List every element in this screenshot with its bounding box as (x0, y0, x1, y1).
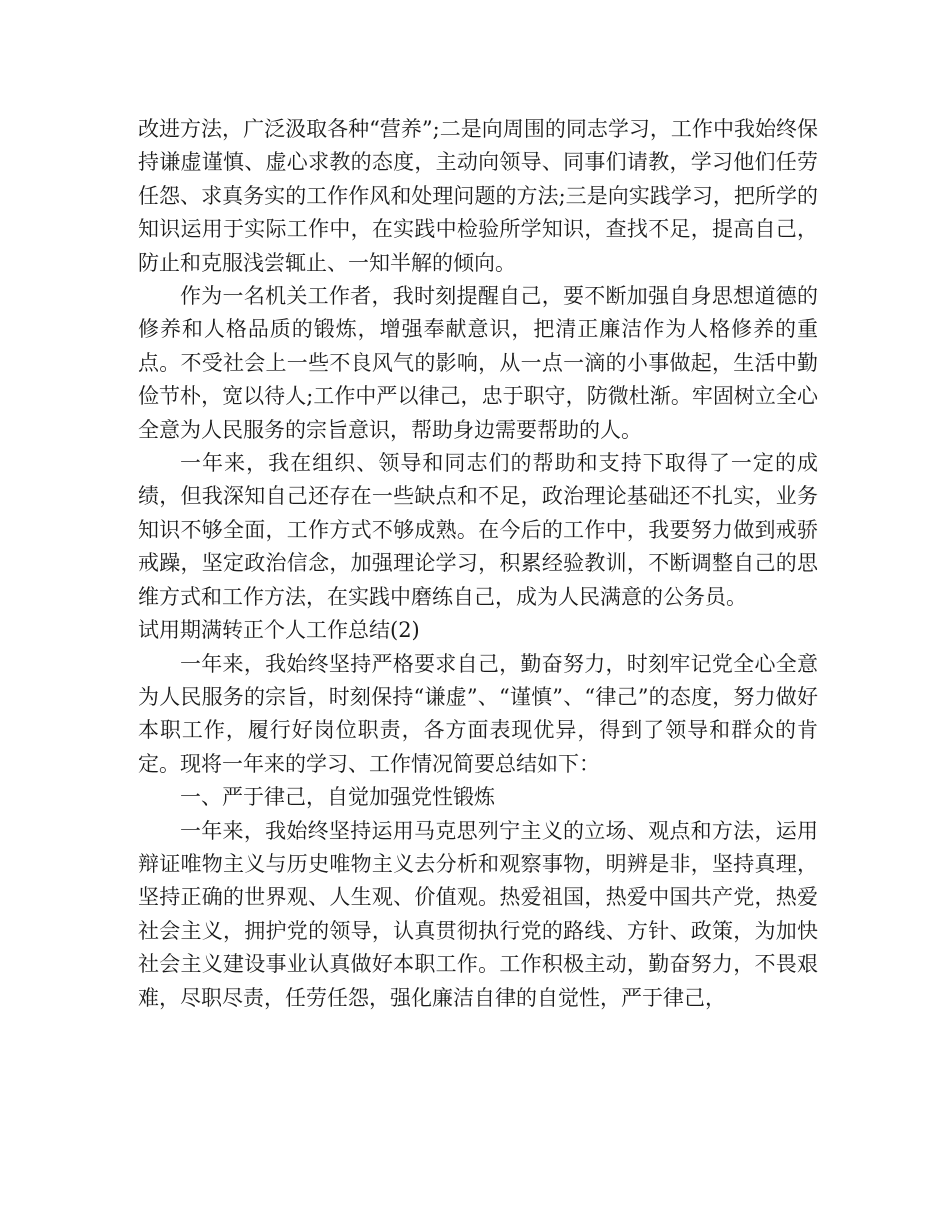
document-body (138, 113, 818, 1015)
paragraph-self-discipline: 作为一名机关工作者，我时刻提醒自己，要不断加强自身思想道德的修养和人格品质的锻炼，增强奉献意识，把清正廉洁作为人格修养的重点。不受社会上一些不良风气的影响，从一点一滴的小事做起，生活中勤俭节朴，宽以待人;工作中严以律己，忠于职守，防微杜渐。牢固树立全心全意为人民服务的宗旨意识，帮助身边需要帮助的人。 (138, 284, 818, 442)
paragraph-year-review: 一年来，我在组织、领导和同志们的帮助和支持下取得了一定的成绩，但我深知自己还存在一些缺点和不足，政治理论基础还不扎实，业务知识不够全面，工作方式不够成熟。在今后的工作中，我要努力做到戒骄戒躁，坚定政治信念，加强理论学习，积累经验教训，不断调整自己的思维方式和工作方法，在实践中磨练自己，成为人民满意的公务员。 (138, 451, 818, 609)
paragraph-party-spirit: 一年来，我始终坚持运用马克思列宁主义的立场、观点和方法，运用辩证唯物主义与历史唯物主义去分析和观察事物，明辨是非，坚持真理，坚持正确的世界观、人生观、价值观。热爱祖国，热爱中国共产党，热爱社会主义，拥护党的领导，认真贯彻执行党的路线、方针、政策，为加快社会主义建设事业认真做好本职工作。工作积极主动，勤奋努力，不畏艰难，尽职尽责，任劳任怨，强化廉洁自律的自觉性，严于律己， (138, 818, 818, 1010)
subheading-strict-self-discipline: 一、严于律己，自觉加强党性锻炼 (180, 785, 495, 810)
paragraph-continuation: 改进方法，广泛汲取各种“营养”;二是向周围的同志学习，工作中我始终保持谦虚谨慎、虚心求教的态度，主动向领导、同事们请教，学习他们任劳任怨、求真务实的工作作风和处理问题的方法;三是向实践学习，把所学的知识运用于实际工作中，在实践中检验所学知识，查找不足，提高自己，防止和克服浅尝辄止、一知半解的倾向。 (138, 117, 818, 275)
section-title: 试用期满转正个人工作总结(2) (138, 618, 420, 643)
paragraph-intro: 一年来，我始终坚持严格要求自己，勤奋努力，时刻牢记党全心全意为人民服务的宗旨，时刻保持“谦虚”、“谨慎”、“律己”的态度，努力做好本职工作，履行好岗位职责，各方面表现优异，得到了领导和群众的肯定。现将一年来的学习、工作情况简要总结如下： (138, 651, 818, 776)
